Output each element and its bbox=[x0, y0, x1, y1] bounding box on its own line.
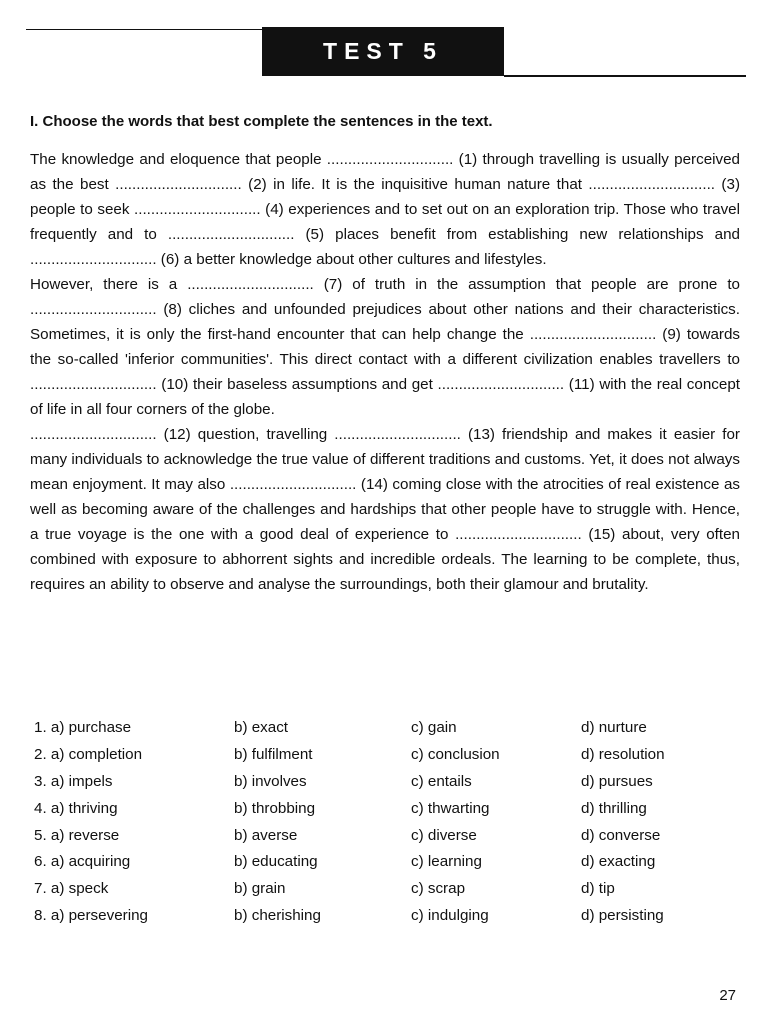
option-7b: b) grain bbox=[234, 880, 286, 898]
option-3c: c) entails bbox=[411, 772, 472, 790]
option-row-6 bbox=[34, 848, 740, 875]
option-7d: d) tip bbox=[581, 880, 615, 898]
option-6b: b) educating bbox=[234, 853, 318, 871]
option-8c: c) indulging bbox=[411, 907, 489, 925]
option-2c: c) conclusion bbox=[411, 745, 500, 763]
option-4d: d) thrilling bbox=[581, 799, 647, 817]
option-8a: 8. a) persevering bbox=[34, 907, 148, 925]
passage-paragraph-3: .............................. (12) question, travelling .............................. (13) friendship and makes it easier for many individuals to acknowledge the true value of different traditions and customs. Yet, it does not always mean enjoyment. It may also .............................. (14) coming close with the atrocities of real existence as well as becoming aware of the challenges and hardships that other people have to struggle with. Hence, a true voyage is the one with a good deal of experience to .............................. (15) about, very often combined with exposure to abhorrent sights and incredible ordeals. The learning to be complete, thus, requires an ability to observe and analyse the surroundings, both their glamour and brutality. bbox=[30, 426, 740, 593]
option-6d: d) exacting bbox=[581, 853, 656, 871]
answer-options bbox=[34, 714, 740, 929]
option-3d: d) pursues bbox=[581, 772, 653, 790]
option-1b: b) exact bbox=[234, 718, 289, 736]
passage-paragraph-2: However, there is a .............................. (7) of truth in the assumption that people are prone to .............................. (8) cliches and unfounded prejudices about other nations and their characteristics. Sometimes, it is only the first-hand encounter that can help change the .............................. (9) towards the so-called 'inferior communities'. This direct contact with a different civilization enables travellers to .............................. (10) their baseless assumptions and get .............................. (11) with the real concept of life in all four corners of the globe. bbox=[30, 276, 740, 418]
option-5b: b) averse bbox=[234, 826, 298, 844]
option-2d: d) resolution bbox=[581, 745, 665, 763]
header-rule-left bbox=[26, 29, 264, 30]
cloze-passage bbox=[30, 147, 740, 597]
option-row-7 bbox=[34, 875, 740, 902]
option-5d: d) converse bbox=[581, 826, 661, 844]
option-1d: d) nurture bbox=[581, 718, 647, 736]
option-1c: c) gain bbox=[411, 718, 457, 736]
passage-paragraph-1: The knowledge and eloquence that people .............................. (1) through travelling is usually perceived as the best .............................. (2) in life. It is the inquisitive human nature that .............................. (3) people to seek .............................. (4) experiences and to set out on an exploration trip. Those who travel frequently and to .............................. (5) places benefit from establishing new relationships and .............................. (6) a better knowledge about other cultures and lifestyles. bbox=[30, 151, 740, 268]
option-5a: 5. a) reverse bbox=[34, 826, 120, 844]
option-2a: 2. a) completion bbox=[34, 745, 143, 763]
option-3b: b) involves bbox=[234, 772, 307, 790]
option-4c: c) thwarting bbox=[411, 799, 490, 817]
page-number: 27 bbox=[719, 987, 736, 1004]
option-4a: 4. a) thriving bbox=[34, 799, 118, 817]
option-row-8 bbox=[34, 902, 740, 929]
option-row-1 bbox=[34, 714, 740, 741]
option-row-2 bbox=[34, 741, 740, 768]
header-rule-right bbox=[504, 75, 746, 77]
option-row-4 bbox=[34, 795, 740, 822]
section-heading: I. Choose the words that best complete the sentences in the text. bbox=[30, 113, 493, 130]
option-4b: b) throbbing bbox=[234, 799, 316, 817]
option-7a: 7. a) speck bbox=[34, 880, 109, 898]
option-row-3 bbox=[34, 768, 740, 795]
option-1a: 1. a) purchase bbox=[34, 718, 132, 736]
option-8d: d) persisting bbox=[581, 907, 664, 925]
option-5c: c) diverse bbox=[411, 826, 477, 844]
option-6a: 6. a) acquiring bbox=[34, 853, 131, 871]
option-8b: b) cherishing bbox=[234, 907, 321, 925]
option-2b: b) fulfilment bbox=[234, 745, 313, 763]
test-title-banner: TEST 5 bbox=[262, 27, 504, 76]
option-row-5 bbox=[34, 822, 740, 849]
option-6c: c) learning bbox=[411, 853, 482, 871]
option-3a: 3. a) impels bbox=[34, 772, 113, 790]
option-7c: c) scrap bbox=[411, 880, 466, 898]
